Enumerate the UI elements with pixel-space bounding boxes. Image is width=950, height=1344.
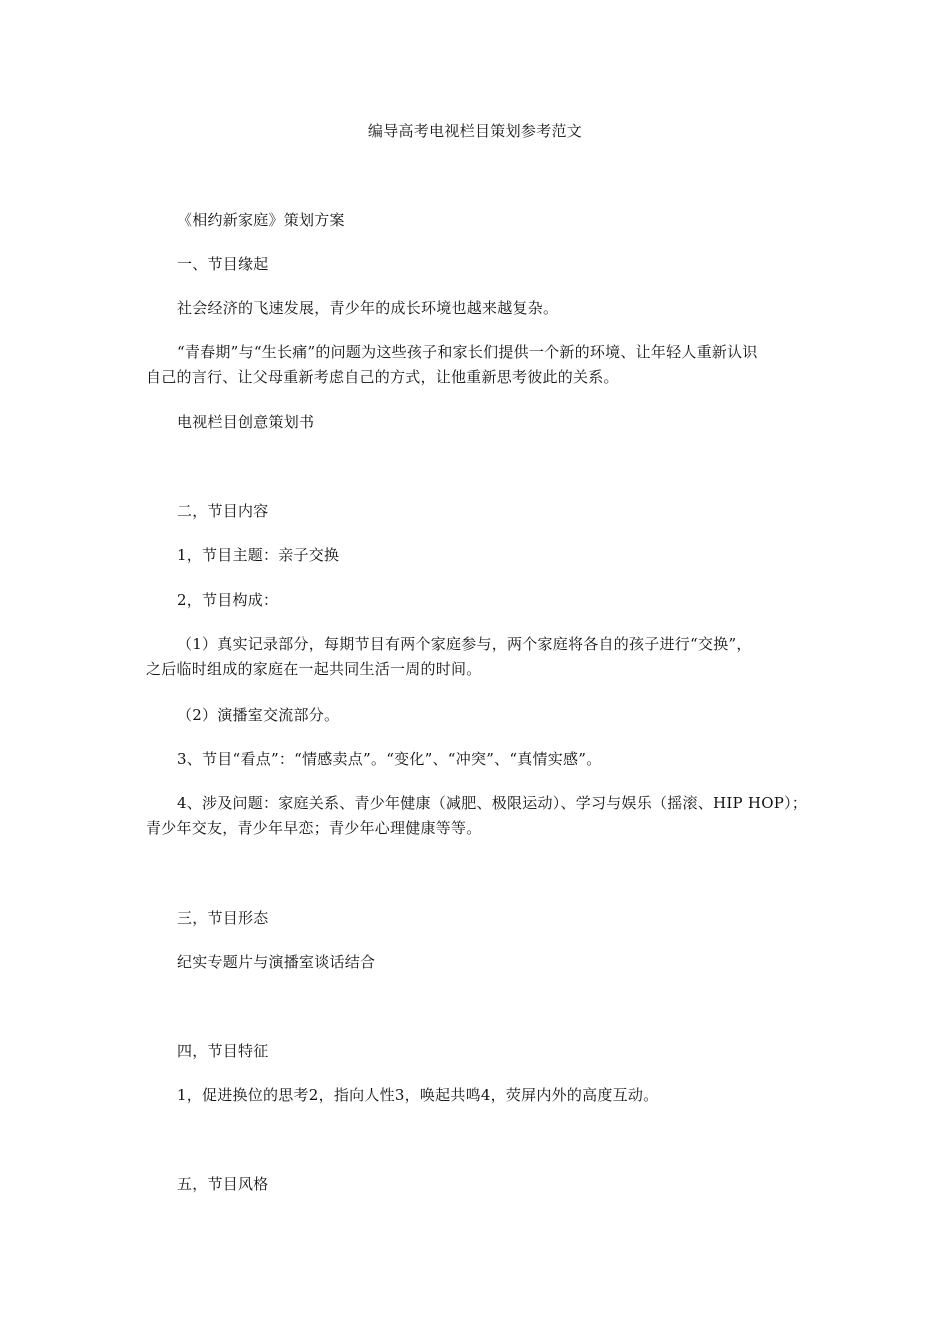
- paragraph: [146, 296, 808, 321]
- text-line: 四，节目特征: [177, 1042, 269, 1060]
- section-heading-form: [146, 906, 808, 931]
- paragraph: [146, 410, 808, 435]
- text-line: 1，节目主题：亲子交换: [177, 546, 340, 564]
- paragraph: [146, 340, 808, 390]
- section-heading-origin: [146, 252, 808, 277]
- text-line: 电视栏目创意策划书: [177, 413, 315, 431]
- plan-heading: [146, 208, 808, 233]
- paragraph: [146, 543, 808, 568]
- section-heading-features: [146, 1039, 808, 1064]
- text-line: 社会经济的飞速发展，青少年的成长环境也越来越复杂。: [177, 299, 559, 317]
- text-line: （1）真实记录部分，每期节目有两个家庭参与，两个家庭将各自的孩子进行“交换”，: [177, 635, 752, 653]
- text-line: 三，节目形态: [177, 909, 269, 927]
- paragraph: [146, 703, 808, 728]
- section-heading-content: [146, 499, 808, 524]
- text-line: 自己的言行、让父母重新考虑自己的方式，让他重新思考彼此的关系。: [146, 368, 619, 386]
- text-line: 青少年交友，青少年早恋；青少年心理健康等等。: [146, 819, 482, 837]
- text-line: （2）演播室交流部分。: [177, 706, 340, 724]
- paragraph: [146, 747, 808, 772]
- text-line: 二，节目内容: [177, 502, 269, 520]
- text-line: 之后临时组成的家庭在一起共同生活一周的时间。: [146, 660, 482, 678]
- paragraph: [146, 950, 808, 975]
- text-line: “青春期”与“生长痛”的问题为这些孩子和家长们提供一个新的环境、让年轻人重新认识: [177, 343, 758, 361]
- paragraph: [146, 632, 808, 682]
- section-heading-style: [146, 1172, 808, 1197]
- document-title: 编导高考电视栏目策划参考范文: [367, 122, 583, 140]
- paragraph: [146, 791, 808, 841]
- text-line: 2，节目构成：: [177, 591, 279, 609]
- paragraph: [146, 588, 808, 613]
- text-line: 《相约新家庭》策划方案: [177, 211, 345, 229]
- text-line: 1，促进换位的思考2，指向人性3，唤起共鸣4，荧屏内外的高度互动。: [177, 1086, 659, 1104]
- text-line: 纪实专题片与演播室谈话结合: [177, 953, 376, 971]
- text-line: 五，节目风格: [177, 1175, 269, 1193]
- text-line: 4、涉及问题：家庭关系、青少年健康（减肥、极限运动）、学习与娱乐（摇滚、HIP HOP）；: [177, 794, 808, 812]
- text-line: 3、节目“看点”：“情感卖点”。“变化”、“冲突”、“真情实感”。: [177, 750, 602, 768]
- paragraph: [146, 1083, 808, 1108]
- text-line: 一、节目缘起: [177, 255, 269, 273]
